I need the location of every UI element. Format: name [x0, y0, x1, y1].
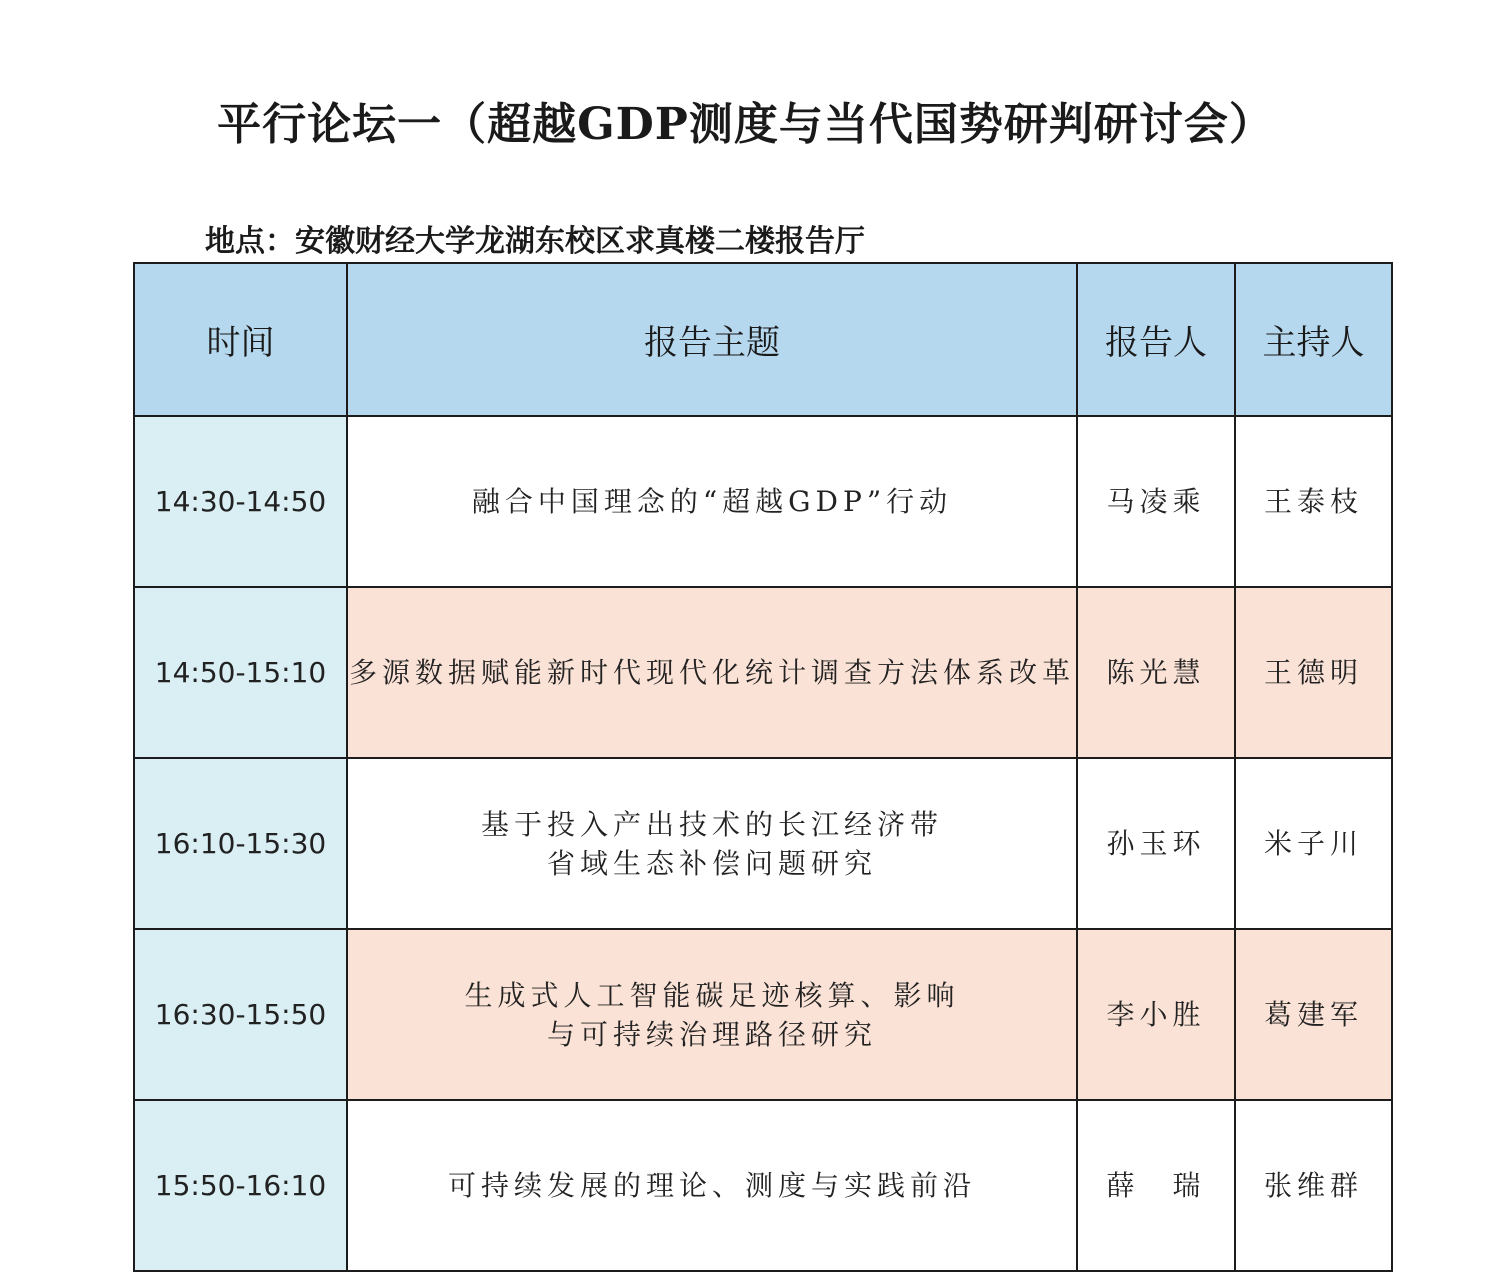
topic-cell	[347, 929, 1077, 1100]
topic-line: 基于投入产出技术的长江经济带	[480, 807, 943, 841]
speaker-cell: 孙玉环	[1077, 758, 1235, 929]
topic-line: 与可持续治理路径研究	[546, 1017, 877, 1051]
topic-cell	[347, 416, 1077, 587]
table-row	[134, 929, 1392, 1100]
header-speaker: 报告人	[1077, 263, 1235, 416]
topic-line: 多源数据赋能新时代现代化统计调查方法体系改革	[348, 656, 1075, 689]
speaker-cell: 马凌乘	[1077, 416, 1235, 587]
location-text: 地点：安徽财经大学龙湖东校区求真楼二楼报告厅	[205, 224, 865, 259]
header-time: 时间	[134, 263, 347, 416]
page-title: 平行论坛一（超越GDP测度与当代国势研判研讨会）	[217, 99, 1274, 150]
table-row	[134, 416, 1392, 587]
topic-line: 融合中国理念的“超越GDP”行动	[471, 485, 953, 518]
speaker-cell: 陈光慧	[1077, 587, 1235, 758]
time-cell: 15:50-16:10	[134, 1100, 347, 1271]
host-cell: 王德明	[1235, 587, 1392, 758]
time-cell: 16:30-15:50	[134, 929, 347, 1100]
table-row	[134, 758, 1392, 929]
table-row	[134, 1100, 1392, 1271]
topic-line: 省域生态补偿问题研究	[546, 846, 877, 880]
topic-line: 可持续发展的理论、测度与实践前沿	[447, 1169, 976, 1202]
host-cell: 王泰枝	[1235, 416, 1392, 587]
header-host: 主持人	[1235, 263, 1392, 416]
speaker-cell: 李小胜	[1077, 929, 1235, 1100]
topic-cell	[347, 758, 1077, 929]
host-cell: 张维群	[1235, 1100, 1392, 1271]
host-cell: 葛建军	[1235, 929, 1392, 1100]
time-cell: 16:10-15:30	[134, 758, 347, 929]
table-header-row	[134, 263, 1392, 416]
topic-cell	[347, 587, 1077, 758]
time-cell: 14:30-14:50	[134, 416, 347, 587]
header-topic: 报告主题	[347, 263, 1077, 416]
time-cell: 14:50-15:10	[134, 587, 347, 758]
speaker-cell: 薛 瑞	[1077, 1100, 1235, 1271]
topic-line: 生成式人工智能碳足迹核算、影响	[464, 978, 960, 1012]
table-row	[134, 587, 1392, 758]
schedule-table	[133, 262, 1393, 1272]
host-cell: 米子川	[1235, 758, 1392, 929]
topic-cell	[347, 1100, 1077, 1271]
